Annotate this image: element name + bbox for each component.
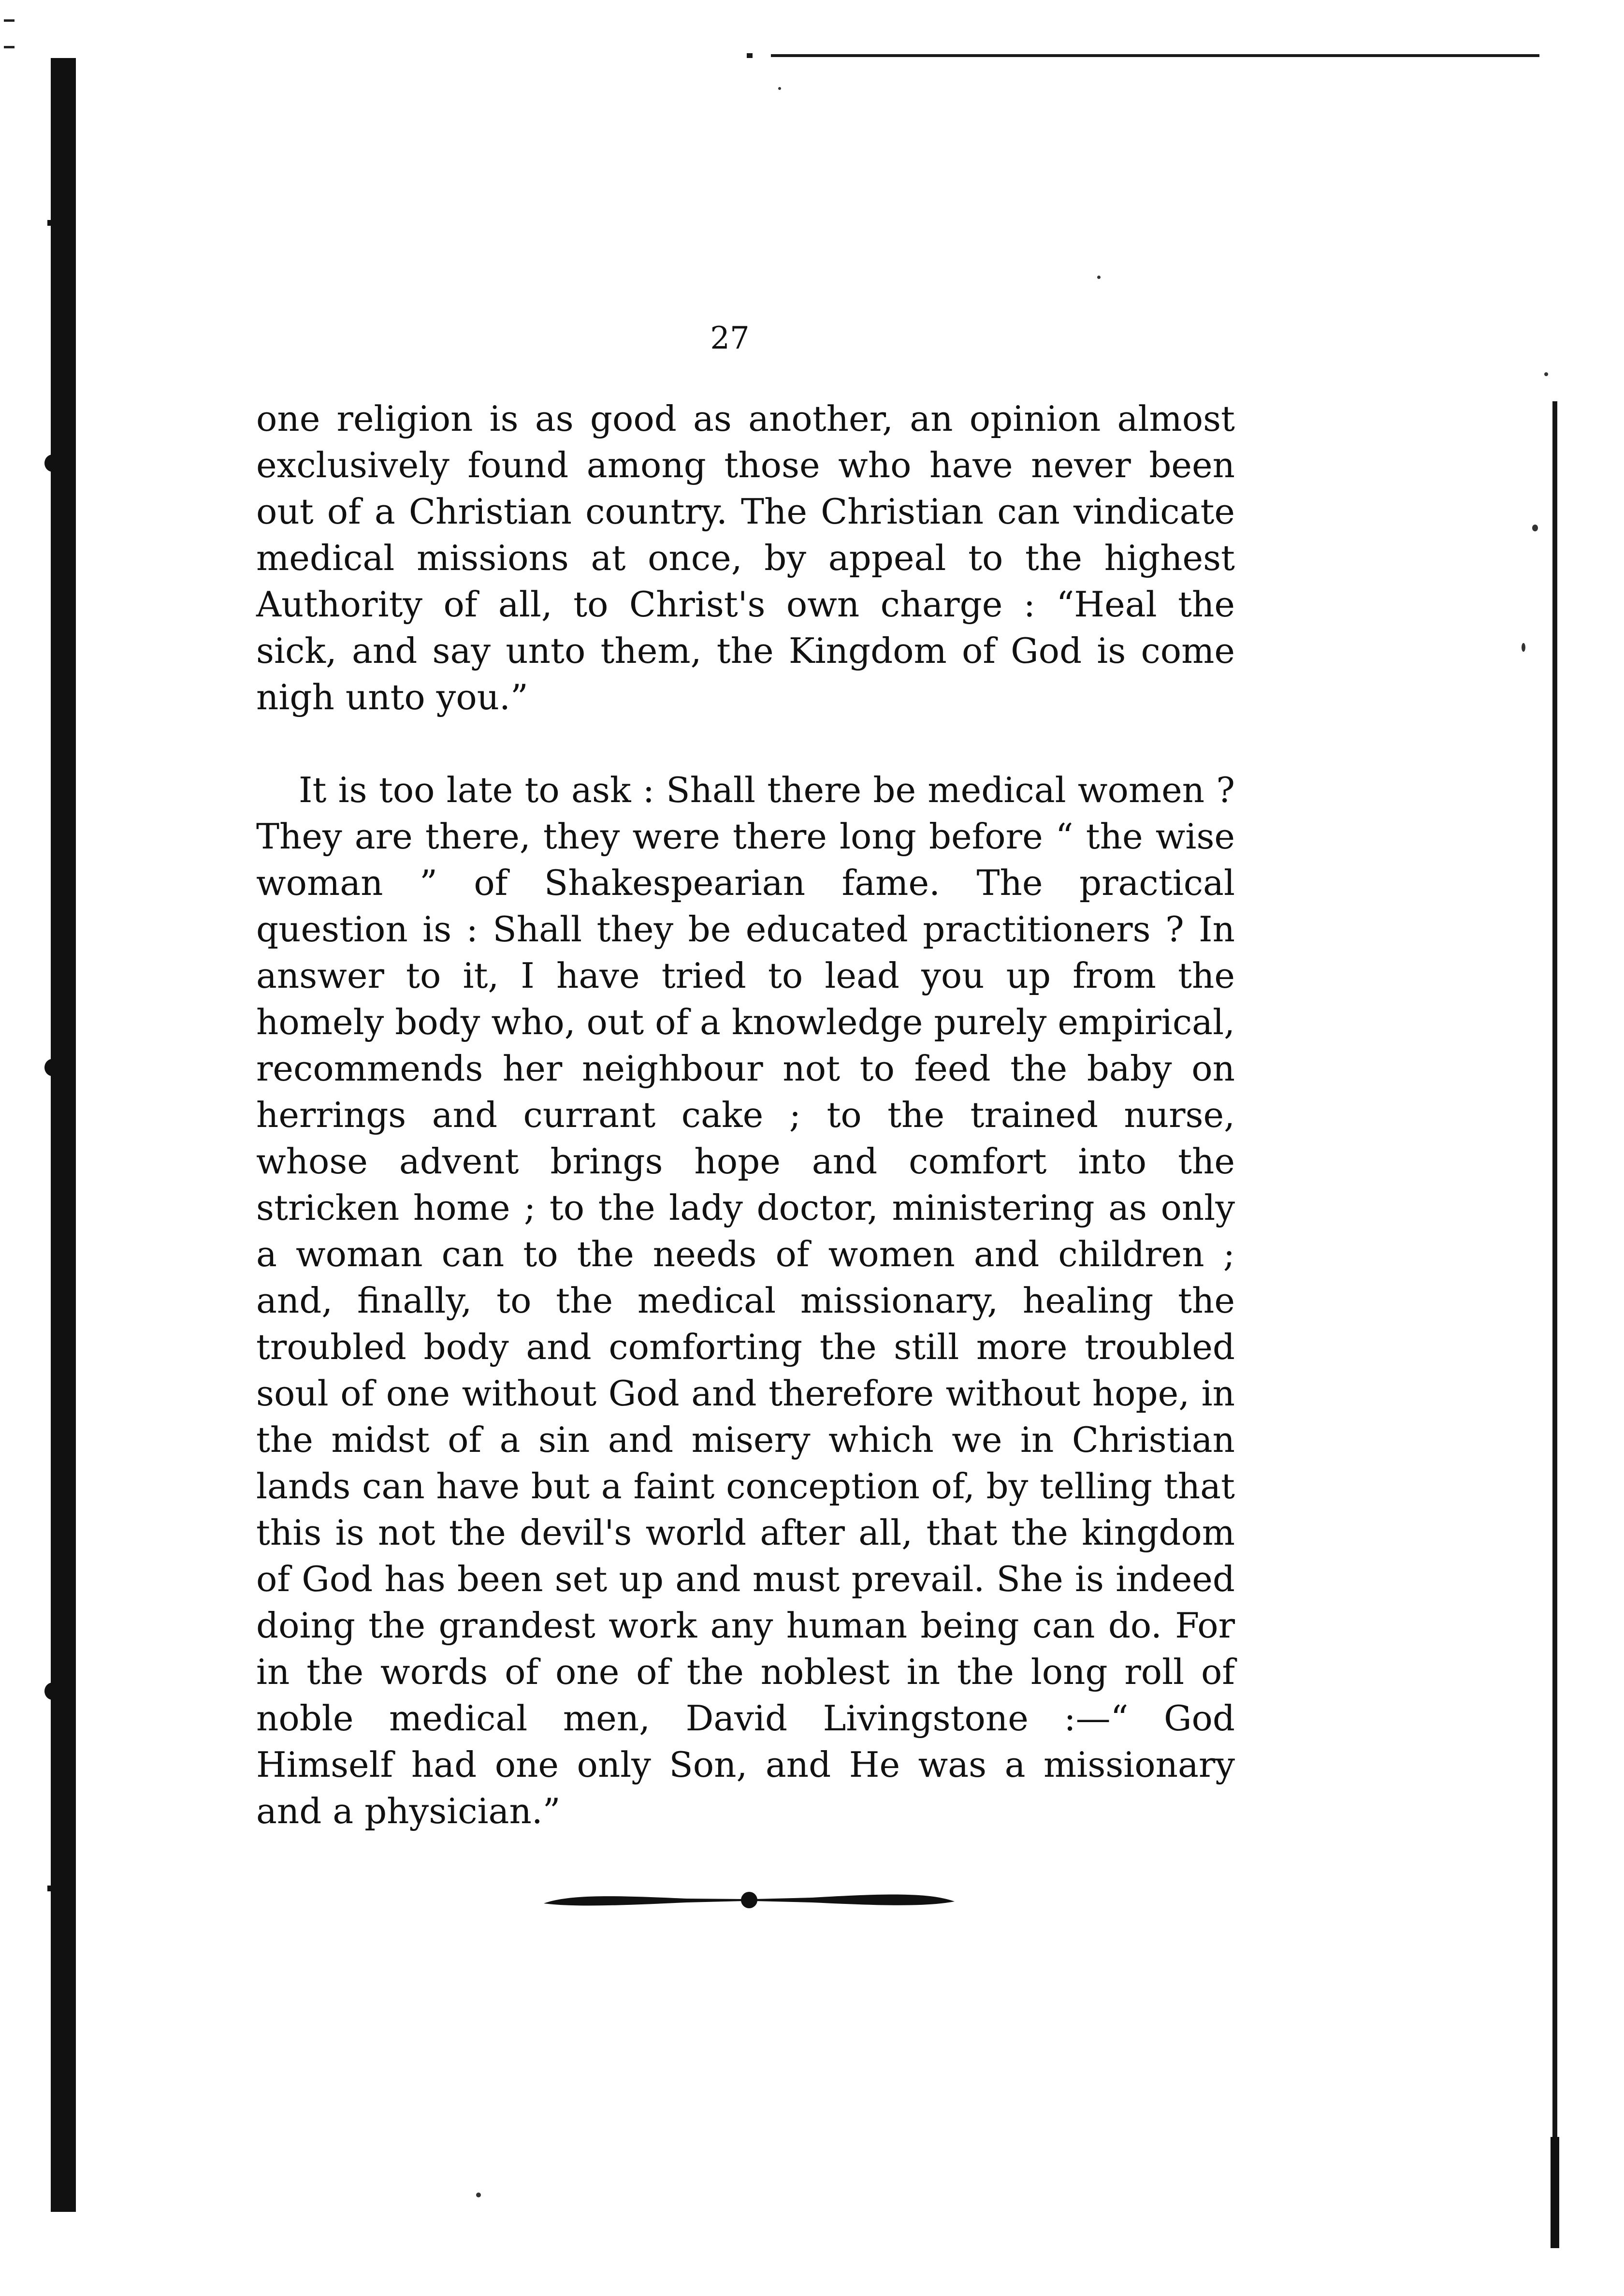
scan-speck: [778, 87, 781, 90]
binding-tick: [47, 220, 59, 226]
binding-nub: [44, 1682, 61, 1700]
paragraph-1: one religion is as good as another, an opinion almost exclusively found among those who have never been out of a Christian country. The Christian can vindicate medical missions at once, by appeal to the highest Authority of all, to Christ's own charge : “Heal the sick, and say unto them, the Kingdom of God is come nigh unto you.”: [256, 398, 1235, 717]
scan-speck: [476, 2193, 481, 2197]
scan-speck: [1544, 372, 1548, 376]
paragraph-2: It is too late to ask : Shall there be medical women ? They are there, they were there long before “ the wise woman ” of Shakespearian fame. The practical question is : Shall they be educated practitioners ? In answer to it, I have tried to lead you up from the homely body who, out of a knowledge purely empirical, recommends her neighbour not to feed the baby on herrings and currant cake ; to the trained nurse, whose advent brings hope and comfort into the stricken home ; to the lady doctor, ministering as only a woman can to the needs of women and children ; and, finally, to the medical missionary, healing the troubled body and comforting the still more troubled soul of one without God and therefore without hope, in the midst of a sin and misery which we in Christian lands can have but a faint conception of, by telling that this is not the devil's world after all, that the kingdom of God has been set up and must prevail. She is indeed doing the grandest work any human being can do. For in the words of one of the noblest in the long roll of noble medical men, David Livingstone :—“ God Himself had one only Son, and He was a missionary and a physician.”: [256, 770, 1235, 1831]
body-text: [256, 395, 1235, 1834]
right-page-edge: [1552, 401, 1557, 2238]
tailpiece-ornament-icon: [541, 1883, 957, 1912]
scan-speck: [1522, 643, 1525, 652]
scan-mark: [4, 19, 14, 22]
scan-speck: [1532, 525, 1538, 531]
binding-tick: [47, 1886, 59, 1891]
right-page-edge-dark: [1551, 2137, 1559, 2248]
binding-nub: [44, 1059, 61, 1076]
page-number: 27: [710, 321, 750, 356]
binding-nub: [44, 454, 61, 472]
scan-mark: [4, 46, 14, 48]
scan-speck: [747, 53, 753, 58]
top-rule: [771, 54, 1539, 57]
scan-speck: [1097, 276, 1101, 279]
